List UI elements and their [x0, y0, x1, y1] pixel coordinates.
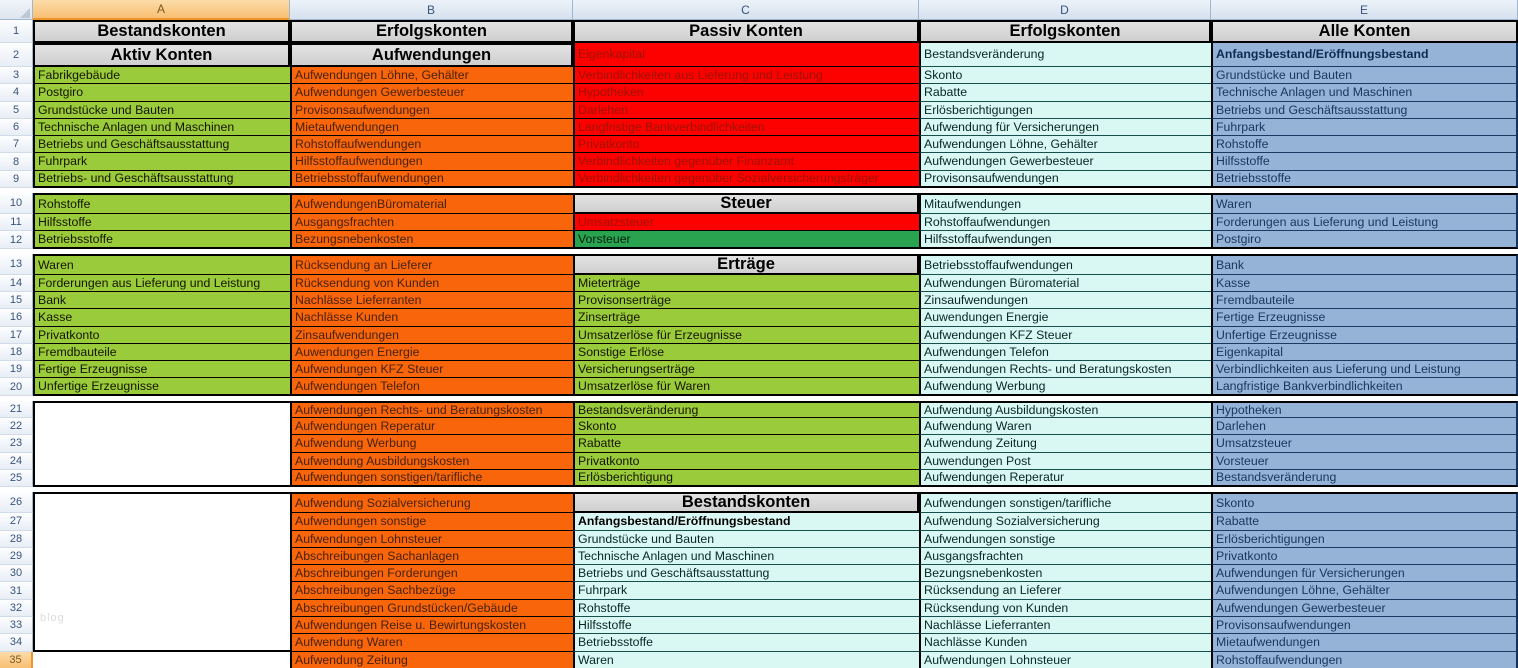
cell-C31[interactable]: Fuhrpark: [573, 582, 919, 599]
row-header-33[interactable]: 33: [0, 617, 33, 634]
cell-E17[interactable]: Unfertige Erzeugnisse: [1211, 327, 1518, 344]
sheet-row-2: [0, 43, 1518, 67]
cell-E24[interactable]: Vorsteuer: [1211, 453, 1518, 470]
cell-C30[interactable]: Betriebs und Geschäftsausstattung: [573, 565, 919, 582]
cell-A23[interactable]: [33, 435, 290, 452]
column-header-D[interactable]: D: [919, 0, 1211, 20]
cell-D19[interactable]: Aufwendungen Rechts- und Beratungskosten: [919, 361, 1211, 378]
row-header-4[interactable]: 4: [0, 84, 33, 101]
cell-E25[interactable]: Bestandsveränderung: [1211, 470, 1518, 487]
row-header-35[interactable]: 35: [0, 652, 33, 668]
cell-C10[interactable]: Steuer: [573, 193, 919, 214]
cell-B25[interactable]: Aufwendungen sonstigen/tarifliche: [290, 470, 573, 487]
cell-C9[interactable]: Verbindlichkeiten gegenüber Sozialversicherungsträger: [573, 171, 919, 188]
cell-D31[interactable]: Rücksendung an Lieferer: [919, 582, 1211, 599]
row-header-25[interactable]: 25: [0, 470, 33, 487]
cell-B3[interactable]: Aufwendungen Löhne, Gehälter: [290, 67, 573, 84]
row-header-7[interactable]: 7: [0, 136, 33, 153]
cell-D34[interactable]: Nachlässe Kunden: [919, 634, 1211, 651]
cell-D23[interactable]: Aufwendung Zeitung: [919, 435, 1211, 452]
cell-A35[interactable]: [33, 652, 290, 668]
cell-E21[interactable]: Hypotheken: [1211, 401, 1518, 418]
row-header-14[interactable]: 14: [0, 275, 33, 292]
cell-E31[interactable]: Aufwendungen Löhne, Gehälter: [1211, 582, 1518, 599]
cell-A25[interactable]: [33, 470, 290, 487]
cell-D6[interactable]: Aufwendung für Versicherungen: [919, 119, 1211, 136]
row-header-23[interactable]: 23: [0, 435, 33, 452]
sheet-row-30: [0, 565, 1518, 582]
cell-C29[interactable]: Technische Anlagen und Maschinen: [573, 548, 919, 565]
cell-C12[interactable]: Vorsteuer: [573, 231, 919, 248]
cell-D13[interactable]: Betriebsstoffaufwendungen: [919, 254, 1211, 275]
column-header-row: [0, 0, 1518, 20]
cell-D11[interactable]: Rohstoffaufwendungen: [919, 214, 1211, 231]
cell-E26[interactable]: Skonto: [1211, 492, 1518, 513]
cell-C19[interactable]: Versicherungserträge: [573, 361, 919, 378]
sheet-row-19: [0, 361, 1518, 378]
cell-E15[interactable]: Fremdbauteile: [1211, 292, 1518, 309]
cell-D9[interactable]: Provisonsaufwendungen: [919, 171, 1211, 188]
sheet-row-10: [0, 193, 1518, 214]
sheet-row-25: [0, 470, 1518, 487]
cell-A32[interactable]: [33, 600, 290, 617]
cell-D20[interactable]: Aufwendung Werbung: [919, 378, 1211, 395]
sheet-row-15: [0, 292, 1518, 309]
cell-E14[interactable]: Kasse: [1211, 275, 1518, 292]
row-header-11[interactable]: 11: [0, 214, 33, 231]
cell-B9[interactable]: Betriebsstoffaufwendungen: [290, 171, 573, 188]
cell-D4[interactable]: Rabatte: [919, 84, 1211, 101]
cell-C23[interactable]: Rabatte: [573, 435, 919, 452]
cell-A19[interactable]: Fertige Erzeugnisse: [33, 361, 290, 378]
cell-E12[interactable]: Postgiro: [1211, 231, 1518, 248]
sheet-row-34: [0, 634, 1518, 651]
cell-E4[interactable]: Technische Anlagen und Maschinen: [1211, 84, 1518, 101]
cell-B33[interactable]: Aufwendungen Reise u. Bewirtungskosten: [290, 617, 573, 634]
row-header-1[interactable]: 1: [0, 20, 33, 43]
cell-C35[interactable]: Waren: [573, 652, 919, 668]
cell-E20[interactable]: Langfristige Bankverbindlichkeiten: [1211, 378, 1518, 395]
cell-E7[interactable]: Rohstoffe: [1211, 136, 1518, 153]
cell-C24[interactable]: Privatkonto: [573, 453, 919, 470]
cell-E27[interactable]: Rabatte: [1211, 513, 1518, 530]
cell-D27[interactable]: Aufwendung Sozialversicherung: [919, 513, 1211, 530]
sheet-row-13: [0, 254, 1518, 275]
cell-A10[interactable]: Rohstoffe: [33, 193, 290, 214]
cell-C21[interactable]: Bestandsveränderung: [573, 401, 919, 418]
sheet-row-21: [0, 401, 1518, 418]
cell-C3[interactable]: Verbindlichkeiten aus Lieferung und Leistung: [573, 67, 919, 84]
row-header-10[interactable]: 10: [0, 193, 33, 214]
cell-B20[interactable]: Aufwendungen Telefon: [290, 378, 573, 395]
cell-A15[interactable]: Bank: [33, 292, 290, 309]
cell-D32[interactable]: Rücksendung von Kunden: [919, 600, 1211, 617]
cell-D12[interactable]: Hilfsstoffaufwendungen: [919, 231, 1211, 248]
cell-E6[interactable]: Fuhrpark: [1211, 119, 1518, 136]
cell-C6[interactable]: Langfristige Bankverbindlichkeiten: [573, 119, 919, 136]
row-header-21[interactable]: 21: [0, 401, 33, 418]
sheet-row-24: [0, 453, 1518, 470]
cell-D14[interactable]: Aufwendungen Büromaterial: [919, 275, 1211, 292]
row-header-22[interactable]: 22: [0, 418, 33, 435]
cell-B26[interactable]: Aufwendung Sozialversicherung: [290, 492, 573, 513]
cell-D22[interactable]: Aufwendung Waren: [919, 418, 1211, 435]
sheet-row-3: [0, 67, 1518, 84]
sheet-row-16: [0, 309, 1518, 326]
row-header-13[interactable]: 13: [0, 254, 33, 275]
cell-A8[interactable]: Fuhrpark: [33, 153, 290, 170]
sheet-row-6: [0, 119, 1518, 136]
row-header-9[interactable]: 9: [0, 171, 33, 188]
cell-D33[interactable]: Nachlässe Lieferranten: [919, 617, 1211, 634]
row-header-18[interactable]: 18: [0, 344, 33, 361]
cell-E29[interactable]: Privatkonto: [1211, 548, 1518, 565]
column-header-E[interactable]: E: [1211, 0, 1518, 20]
sheet-row-26: [0, 492, 1518, 513]
cell-E22[interactable]: Darlehen: [1211, 418, 1518, 435]
cell-B4[interactable]: Aufwendungen Gewerbesteuer: [290, 84, 573, 101]
cell-E30[interactable]: Aufwendungen für Versicherungen: [1211, 565, 1518, 582]
cell-B17[interactable]: Zinsaufwendungen: [290, 327, 573, 344]
cell-A24[interactable]: [33, 453, 290, 470]
cell-C20[interactable]: Umsatzerlöse für Waren: [573, 378, 919, 395]
row-header-28[interactable]: 28: [0, 531, 33, 548]
row-header-26[interactable]: 26: [0, 492, 33, 513]
row-header-19[interactable]: 19: [0, 361, 33, 378]
cell-B21[interactable]: Aufwendungen Rechts- und Beratungskosten: [290, 401, 573, 418]
cell-A4[interactable]: Postgiro: [33, 84, 290, 101]
cell-D10[interactable]: Mitaufwendungen: [919, 193, 1211, 214]
cell-A27[interactable]: [33, 513, 290, 530]
cell-D7[interactable]: Aufwendungen Löhne, Gehälter: [919, 136, 1211, 153]
cell-D15[interactable]: Zinsaufwendungen: [919, 292, 1211, 309]
sheet-row-28: [0, 531, 1518, 548]
cell-B30[interactable]: Abschreibungen Forderungen: [290, 565, 573, 582]
cell-B12[interactable]: Bezungsnebenkosten: [290, 231, 573, 248]
sheet-row-9: [0, 171, 1518, 188]
cell-A3[interactable]: Fabrikgebäude: [33, 67, 290, 84]
cell-E23[interactable]: Umsatzsteuer: [1211, 435, 1518, 452]
column-header-C[interactable]: C: [573, 0, 919, 20]
cell-A9[interactable]: Betriebs- und Geschäftsausstattung: [33, 171, 290, 188]
cell-E32[interactable]: Aufwendungen Gewerbesteuer: [1211, 600, 1518, 617]
cell-E5[interactable]: Betriebs und Geschäftsausstattung: [1211, 102, 1518, 119]
cell-C5[interactable]: Darlehen: [573, 102, 919, 119]
cell-E19[interactable]: Verbindlichkeiten aus Lieferung und Leistung: [1211, 361, 1518, 378]
cell-A5[interactable]: Grundstücke und Bauten: [33, 102, 290, 119]
cell-E8[interactable]: Hilfsstoffe: [1211, 153, 1518, 170]
cell-B7[interactable]: Rohstoffaufwendungen: [290, 136, 573, 153]
cell-B10[interactable]: AufwendungenBüromaterial: [290, 193, 573, 214]
cell-D3[interactable]: Skonto: [919, 67, 1211, 84]
cell-C8[interactable]: Verbindlichkeiten gegenüber Finanzamt: [573, 153, 919, 170]
cell-A31[interactable]: [33, 582, 290, 599]
cell-A11[interactable]: Hilfsstoffe: [33, 214, 290, 231]
cell-B18[interactable]: Auwendungen Energie: [290, 344, 573, 361]
cell-A20[interactable]: Unfertige Erzeugnisse: [33, 378, 290, 395]
cell-C28[interactable]: Grundstücke und Bauten: [573, 531, 919, 548]
cell-A33[interactable]: [33, 617, 290, 634]
sheet-row-7: [0, 136, 1518, 153]
cell-A1[interactable]: Bestandskonten: [33, 20, 290, 43]
cell-C11[interactable]: Umsatzsteuer: [573, 214, 919, 231]
cell-C2[interactable]: Eigenkapital: [573, 43, 919, 67]
cell-D18[interactable]: Aufwendungen Telefon: [919, 344, 1211, 361]
cell-A18[interactable]: Fremdbauteile: [33, 344, 290, 361]
cell-C27[interactable]: Anfangsbestand/Eröffnungsbestand: [573, 513, 919, 530]
cell-C14[interactable]: Mieterträge: [573, 275, 919, 292]
sheet-row-17: [0, 327, 1518, 344]
cell-D25[interactable]: Aufwendungen Reperatur: [919, 470, 1211, 487]
row-header-34[interactable]: 34: [0, 634, 33, 651]
cell-C34[interactable]: Betriebsstoffe: [573, 634, 919, 651]
cell-E34[interactable]: Mietaufwendungen: [1211, 634, 1518, 651]
row-header-27[interactable]: 27: [0, 513, 33, 530]
cell-D21[interactable]: Aufwendung Ausbildungskosten: [919, 401, 1211, 418]
cell-E2[interactable]: Anfangsbestand/Eröffnungsbestand: [1211, 43, 1518, 67]
cell-D35[interactable]: Aufwendungen Lohnsteuer: [919, 652, 1211, 668]
select-all-triangle-icon: [20, 8, 30, 18]
cell-B34[interactable]: Aufwendung Waren: [290, 634, 573, 651]
cell-E11[interactable]: Forderungen aus Lieferung und Leistung: [1211, 214, 1518, 231]
column-header-B[interactable]: B: [290, 0, 573, 20]
cell-D29[interactable]: Ausgangsfrachten: [919, 548, 1211, 565]
cell-D17[interactable]: Aufwendungen KFZ Steuer: [919, 327, 1211, 344]
cell-B35[interactable]: Aufwendung Zeitung: [290, 652, 573, 668]
cell-E18[interactable]: Eigenkapital: [1211, 344, 1518, 361]
cell-C22[interactable]: Skonto: [573, 418, 919, 435]
cell-A17[interactable]: Privatkonto: [33, 327, 290, 344]
cell-A7[interactable]: Betriebs und Geschäftsausstattung: [33, 136, 290, 153]
sheet-row-14: [0, 275, 1518, 292]
sheet-row-1: [0, 20, 1518, 43]
cell-A14[interactable]: Forderungen aus Lieferung und Leistung: [33, 275, 290, 292]
row-header-24[interactable]: 24: [0, 453, 33, 470]
cell-C25[interactable]: Erlösberichtigung: [573, 470, 919, 487]
row-header-16[interactable]: 16: [0, 309, 33, 326]
sheet-row-23: [0, 435, 1518, 452]
cell-B31[interactable]: Abschreibungen Sachbezüge: [290, 582, 573, 599]
cell-B15[interactable]: Nachlässe Lieferranten: [290, 292, 573, 309]
cell-C32[interactable]: Rohstoffe: [573, 600, 919, 617]
cell-B32[interactable]: Abschreibungen Grundstücken/Gebäude: [290, 600, 573, 617]
cell-D24[interactable]: Auwendungen Post: [919, 453, 1211, 470]
cell-E10[interactable]: Waren: [1211, 193, 1518, 214]
row-header-32[interactable]: 32: [0, 600, 33, 617]
row-header-15[interactable]: 15: [0, 292, 33, 309]
row-header-31[interactable]: 31: [0, 582, 33, 599]
cell-C4[interactable]: Hypotheken: [573, 84, 919, 101]
cell-D1[interactable]: Erfolgskonten: [919, 20, 1211, 43]
sheet-row-8: [0, 153, 1518, 170]
cell-C26[interactable]: Bestandskonten: [573, 492, 919, 513]
sheet-row-5: [0, 102, 1518, 119]
row-header-3[interactable]: 3: [0, 67, 33, 84]
cell-B29[interactable]: Abschreibungen Sachanlagen: [290, 548, 573, 565]
column-header-A[interactable]: A: [33, 0, 290, 20]
cell-C33[interactable]: Hilfsstoffe: [573, 617, 919, 634]
cell-C17[interactable]: Umsatzerlöse für Erzeugnisse: [573, 327, 919, 344]
cell-C18[interactable]: Sonstige Erlöse: [573, 344, 919, 361]
cell-B22[interactable]: Aufwendungen Reperatur: [290, 418, 573, 435]
cell-B5[interactable]: Provisonsaufwendungen: [290, 102, 573, 119]
cell-A6[interactable]: Technische Anlagen und Maschinen: [33, 119, 290, 136]
sheet-row-18: [0, 344, 1518, 361]
cell-C1[interactable]: Passiv Konten: [573, 20, 919, 43]
sheet-row-4: [0, 84, 1518, 101]
cell-B23[interactable]: Aufwendung Werbung: [290, 435, 573, 452]
select-all-button[interactable]: [0, 0, 33, 20]
row-header-2[interactable]: 2: [0, 43, 33, 67]
cell-B28[interactable]: Aufwendungen Lohnsteuer: [290, 531, 573, 548]
cell-B16[interactable]: Nachlässe Kunden: [290, 309, 573, 326]
cell-E33[interactable]: Provisonsaufwendungen: [1211, 617, 1518, 634]
watermark: blog: [40, 612, 65, 624]
sheet-row-29: [0, 548, 1518, 565]
row-header-17[interactable]: 17: [0, 327, 33, 344]
cell-C16[interactable]: Zinserträge: [573, 309, 919, 326]
cell-A13[interactable]: Waren: [33, 254, 290, 275]
row-header-12[interactable]: 12: [0, 231, 33, 248]
sheet-row-31: [0, 582, 1518, 599]
cell-B6[interactable]: Mietaufwendungen: [290, 119, 573, 136]
cell-E35[interactable]: Rohstoffaufwendungen: [1211, 652, 1518, 668]
row-header-30[interactable]: 30: [0, 565, 33, 582]
cell-D16[interactable]: Auwendungen Energie: [919, 309, 1211, 326]
cell-D30[interactable]: Bezungsnebenkosten: [919, 565, 1211, 582]
cell-A22[interactable]: [33, 418, 290, 435]
cell-B27[interactable]: Aufwendungen sonstige: [290, 513, 573, 530]
sheet-row-35: [0, 652, 1518, 668]
cell-C7[interactable]: Privatkonto: [573, 136, 919, 153]
sheet-row-27: [0, 513, 1518, 530]
cell-B14[interactable]: Rücksendung von Kunden: [290, 275, 573, 292]
cell-A12[interactable]: Betriebsstoffe: [33, 231, 290, 248]
cell-E16[interactable]: Fertige Erzeugnisse: [1211, 309, 1518, 326]
cell-A30[interactable]: [33, 565, 290, 582]
cell-D2[interactable]: Bestandsveränderung: [919, 43, 1211, 67]
cell-E9[interactable]: Betriebsstoffe: [1211, 171, 1518, 188]
sheet-row-12: [0, 231, 1518, 248]
cell-B11[interactable]: Ausgangsfrachten: [290, 214, 573, 231]
cell-E13[interactable]: Bank: [1211, 254, 1518, 275]
row-header-6[interactable]: 6: [0, 119, 33, 136]
cell-B13[interactable]: Rücksendung an Lieferer: [290, 254, 573, 275]
cell-C15[interactable]: Provisonserträge: [573, 292, 919, 309]
row-header-8[interactable]: 8: [0, 153, 33, 170]
cell-C13[interactable]: Erträge: [573, 254, 919, 275]
cell-A2[interactable]: Aktiv Konten: [33, 43, 290, 67]
cell-A26[interactable]: [33, 492, 290, 513]
cell-D28[interactable]: Aufwendungen sonstige: [919, 531, 1211, 548]
cell-A21[interactable]: [33, 401, 290, 418]
cell-D26[interactable]: Aufwendungen sonstigen/tarifliche: [919, 492, 1211, 513]
cell-B2[interactable]: Aufwendungen: [290, 43, 573, 67]
cell-B8[interactable]: Hilfsstoffaufwendungen: [290, 153, 573, 170]
cell-B1[interactable]: Erfolgskonten: [290, 20, 573, 43]
row-header-29[interactable]: 29: [0, 548, 33, 565]
cell-D5[interactable]: Erlösberichtigungen: [919, 102, 1211, 119]
cell-A28[interactable]: [33, 531, 290, 548]
row-header-20[interactable]: 20: [0, 378, 33, 395]
cell-E3[interactable]: Grundstücke und Bauten: [1211, 67, 1518, 84]
cell-E28[interactable]: Erlösberichtigungen: [1211, 531, 1518, 548]
cell-E1[interactable]: Alle Konten: [1211, 20, 1518, 43]
sheet-row-11: [0, 214, 1518, 231]
cell-A16[interactable]: Kasse: [33, 309, 290, 326]
cell-A34[interactable]: [33, 634, 290, 651]
cell-B19[interactable]: Aufwendungen KFZ Steuer: [290, 361, 573, 378]
cell-B24[interactable]: Aufwendung Ausbildungskosten: [290, 453, 573, 470]
sheet-grid: [0, 20, 1518, 668]
sheet-row-22: [0, 418, 1518, 435]
sheet-row-33: [0, 617, 1518, 634]
cell-A29[interactable]: [33, 548, 290, 565]
row-header-5[interactable]: 5: [0, 102, 33, 119]
sheet-row-32: [0, 600, 1518, 617]
cell-D8[interactable]: Aufwendungen Gewerbesteuer: [919, 153, 1211, 170]
sheet-row-20: [0, 378, 1518, 395]
